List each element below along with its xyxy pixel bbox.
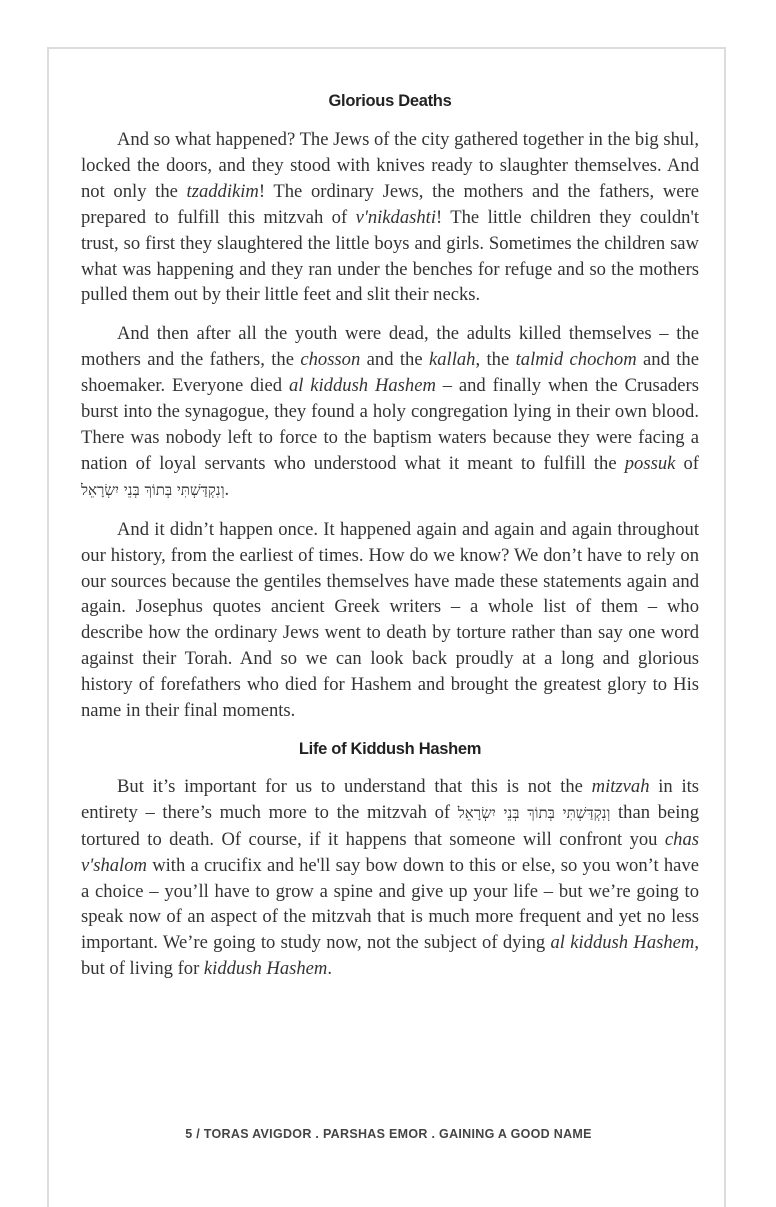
hebrew-verse: וְנִקְדַּשְׁתִּי בְּתוֹךְ בְּנֵי יִשְׂרָאֵל [457, 803, 611, 822]
italic-term: v'nikdashti [355, 206, 436, 228]
section-heading-glorious-deaths: Glorious Deaths [328, 92, 452, 110]
paragraph: And it didn’t happen once. It happened again and again and again throughout our history, from the earliest of times. How do we know? We don’t have to rely on our sources because the gentiles themselves have made these statements again and again. Josephus quotes ancient Greek writers – a whole list of them – who describe how the ordinary Jews went to death by torture rather than say one word against their Torah. And so we can look back proudly at a long and glorious history of forefathers who died for Hashem and brought the greatest glory to His name in their final moments. [81, 518, 699, 722]
italic-term: al kiddush Hashem [550, 932, 695, 954]
italic-term: chas v'shalom [81, 828, 699, 876]
hebrew-verse: וְנִקְדַּשְׁתִּי בְּתוֹךְ בְּנֵי יִשְׂרָאֵל [81, 480, 225, 499]
page-content [81, 49, 699, 982]
italic-term: possuk [624, 452, 676, 474]
section-heading-life-of-kiddush-hashem: Life of Kiddush Hashem [298, 739, 482, 758]
italic-term: kiddush Hashem [203, 958, 328, 980]
paragraph: And so what happened? The Jews of the city gathered together in the big shul, locked the doors, and they stood with knives ready to slaughter themselves. And not only the tzaddikim! The ordinary Jews, the mothers and the fathers, were prepared to fulfill this mitzvah of v'nikdashti! The little children they couldn't trust, so first they slaughtered the little boys and girls. Sometimes the children saw what was happening and they ran under the benches for refuge and so the mothers pulled them out by their little feet and slit their necks. [81, 129, 699, 306]
italic-term: talmid chochom [515, 349, 637, 371]
document-page [47, 47, 726, 1207]
italic-term: tzaddikim [186, 180, 259, 202]
page-footer: 5 / TORAS AVIGDOR . PARSHAS EMOR . GAINING A GOOD NAME [185, 1127, 592, 1141]
italic-term: kallah [428, 349, 476, 371]
italic-term: mitzvah [591, 775, 650, 797]
paragraph: And then after all the youth were dead, the adults killed themselves – the mothers and the fathers, the chosson and the kallah, the talmid chochom and the shoemaker. Everyone died al kiddush Hashem – and finally when the Crusaders burst into the synagogue, they found a holy congregation lying in their own blood. There was nobody left to force to the baptism waters because they were facing a nation of loyal servants who understood what it meant to fulfill the possuk of וְנִקְדַּשְׁתִּי בְּתוֹךְ בְּנֵי יִשְׂרָאֵל. [81, 323, 699, 500]
italic-term: chosson [300, 349, 361, 371]
paragraph: But it’s important for us to understand that this is not the mitzvah in its entirety – there’s much more to the mitzvah of וְנִקְדַּשְׁתִּי בְּתוֹךְ בְּנֵי יִשְׂרָאֵל than being tortured to death. Of course, if it happens that someone will confront you chas v'shalom with a crucifix and he'll say bow down to this or else, so you won’t have a choice – you’ll have to grow a spine and give up your life – but we’re going to speak now of an aspect of the mitzvah that is much more frequent and yet no less important. We’re going to study now, not the subject of dying al kiddush Hashem, but of living for kiddush Hashem. [81, 775, 700, 980]
italic-term: al kiddush Hashem [288, 375, 436, 397]
